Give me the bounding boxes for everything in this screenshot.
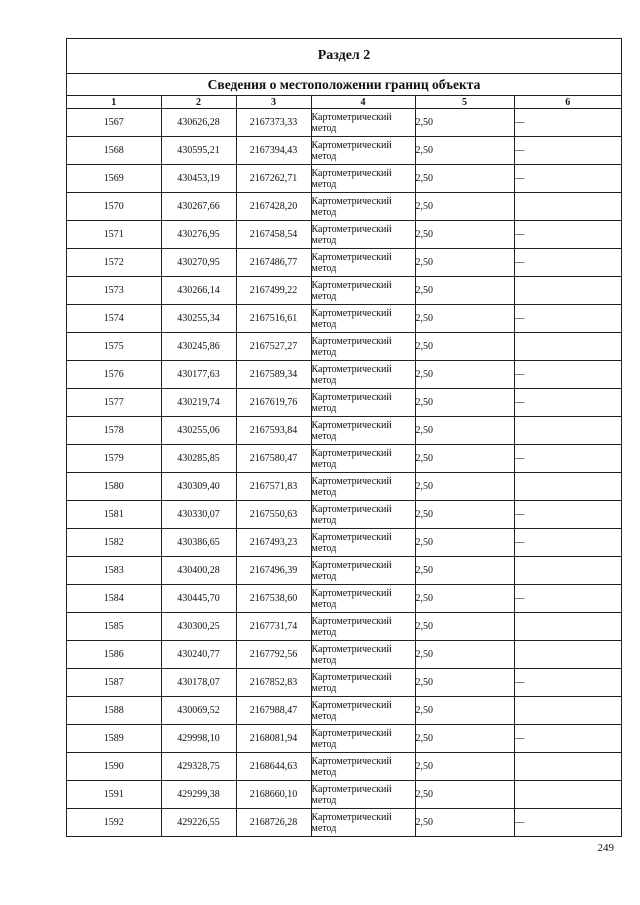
- point-description: [514, 781, 621, 809]
- determination-method: [311, 109, 415, 137]
- mean-square-error: 2,50: [415, 165, 514, 193]
- method-line-2: метод: [311, 626, 337, 638]
- table-row: [67, 529, 621, 557]
- method-line-1: Картометрический: [311, 811, 392, 823]
- coordinate-x: 430270,95: [161, 249, 236, 277]
- coordinate-x: 430330,07: [161, 501, 236, 529]
- point-number: 1573: [67, 277, 161, 305]
- point-description: [514, 249, 621, 277]
- determination-method: [311, 361, 415, 389]
- point-number: 1569: [67, 165, 161, 193]
- method-line-2: метод: [311, 430, 337, 442]
- section-subtitle: Сведения о местоположении границ объекта: [67, 74, 621, 96]
- mean-square-error: 2,50: [415, 809, 514, 837]
- mean-square-error: 2,50: [415, 669, 514, 697]
- method-line-1: Картометрический: [311, 307, 392, 319]
- method-line-2: метод: [311, 514, 337, 526]
- coordinate-y: 2167852,83: [236, 669, 311, 697]
- coordinate-y: 2167550,63: [236, 501, 311, 529]
- point-description: [514, 557, 621, 585]
- column-header: 3: [236, 96, 311, 109]
- point-number: 1592: [67, 809, 161, 837]
- coordinate-x: 429299,38: [161, 781, 236, 809]
- method-line-1: Картометрический: [311, 699, 392, 711]
- point-description-value: —: [514, 145, 525, 156]
- determination-method: [311, 389, 415, 417]
- point-number: 1586: [67, 641, 161, 669]
- determination-method: [311, 333, 415, 361]
- point-description: [514, 529, 621, 557]
- method-line-1: Картометрический: [311, 279, 392, 291]
- point-description: [514, 333, 621, 361]
- coordinate-x: 430178,07: [161, 669, 236, 697]
- determination-method: [311, 249, 415, 277]
- point-description-value: —: [514, 509, 525, 520]
- point-description: [514, 585, 621, 613]
- method-line-2: метод: [311, 822, 337, 834]
- determination-method: [311, 725, 415, 753]
- point-number: 1583: [67, 557, 161, 585]
- mean-square-error: 2,50: [415, 697, 514, 725]
- table-row: [67, 417, 621, 445]
- coordinate-y: 2167792,56: [236, 641, 311, 669]
- coordinate-x: 430255,06: [161, 417, 236, 445]
- method-line-2: метод: [311, 122, 337, 134]
- point-description: [514, 753, 621, 781]
- method-line-1: Картометрический: [311, 363, 392, 375]
- mean-square-error: 2,50: [415, 361, 514, 389]
- method-line-1: Картометрический: [311, 391, 392, 403]
- determination-method: [311, 613, 415, 641]
- point-description-value: —: [514, 593, 525, 604]
- method-line-1: Картометрический: [311, 559, 392, 571]
- method-line-2: метод: [311, 290, 337, 302]
- determination-method: [311, 137, 415, 165]
- coordinate-x: 429998,10: [161, 725, 236, 753]
- point-description: [514, 305, 621, 333]
- method-line-1: Картометрический: [311, 615, 392, 627]
- table-row: [67, 669, 621, 697]
- point-number: 1568: [67, 137, 161, 165]
- method-line-1: Картометрический: [311, 783, 392, 795]
- determination-method: [311, 221, 415, 249]
- point-description: [514, 137, 621, 165]
- method-line-1: Картометрический: [311, 671, 392, 683]
- point-description-value: —: [514, 369, 525, 380]
- point-number: 1589: [67, 725, 161, 753]
- coordinate-x: 430255,34: [161, 305, 236, 333]
- determination-method: [311, 697, 415, 725]
- page-number: 249: [597, 842, 614, 854]
- point-number: 1579: [67, 445, 161, 473]
- point-description-value: —: [514, 537, 525, 548]
- point-description: [514, 417, 621, 445]
- table-row: [67, 557, 621, 585]
- point-number: 1572: [67, 249, 161, 277]
- table-row: [67, 389, 621, 417]
- mean-square-error: 2,50: [415, 725, 514, 753]
- mean-square-error: 2,50: [415, 753, 514, 781]
- point-number: 1570: [67, 193, 161, 221]
- determination-method: [311, 557, 415, 585]
- table-row: [67, 361, 621, 389]
- method-line-2: метод: [311, 682, 337, 694]
- determination-method: [311, 417, 415, 445]
- method-line-2: метод: [311, 234, 337, 246]
- coordinate-x: 430276,95: [161, 221, 236, 249]
- method-line-1: Картометрический: [311, 139, 392, 151]
- table-row: [67, 137, 621, 165]
- method-line-2: метод: [311, 318, 337, 330]
- point-description: [514, 109, 621, 137]
- point-description: [514, 725, 621, 753]
- coordinate-y: 2167394,43: [236, 137, 311, 165]
- point-description: [514, 361, 621, 389]
- point-description-value: —: [514, 817, 525, 828]
- coordinate-y: 2168081,94: [236, 725, 311, 753]
- coordinate-x: 430266,14: [161, 277, 236, 305]
- method-line-2: метод: [311, 710, 337, 722]
- point-description: [514, 641, 621, 669]
- column-header: 2: [161, 96, 236, 109]
- determination-method: [311, 641, 415, 669]
- method-line-2: метод: [311, 794, 337, 806]
- method-line-2: метод: [311, 738, 337, 750]
- method-line-1: Картометрический: [311, 335, 392, 347]
- point-number: 1585: [67, 613, 161, 641]
- coordinate-y: 2167458,54: [236, 221, 311, 249]
- mean-square-error: 2,50: [415, 585, 514, 613]
- column-header: 4: [311, 96, 415, 109]
- table-row: [67, 725, 621, 753]
- table-row: [67, 809, 621, 837]
- point-description: [514, 669, 621, 697]
- table-row: [67, 753, 621, 781]
- point-description: [514, 809, 621, 837]
- method-line-2: метод: [311, 374, 337, 386]
- table-row: [67, 697, 621, 725]
- point-number: 1587: [67, 669, 161, 697]
- mean-square-error: 2,50: [415, 333, 514, 361]
- point-number: 1581: [67, 501, 161, 529]
- table-row: [67, 641, 621, 669]
- coordinate-y: 2167516,61: [236, 305, 311, 333]
- point-description: [514, 277, 621, 305]
- coordinate-x: 429328,75: [161, 753, 236, 781]
- mean-square-error: 2,50: [415, 445, 514, 473]
- method-line-2: метод: [311, 766, 337, 778]
- table-row: [67, 473, 621, 501]
- coordinate-y: 2167619,76: [236, 389, 311, 417]
- coordinate-y: 2167428,20: [236, 193, 311, 221]
- method-line-1: Картометрический: [311, 531, 392, 543]
- method-line-1: Картометрический: [311, 755, 392, 767]
- point-description: [514, 445, 621, 473]
- point-description: [514, 165, 621, 193]
- point-number: 1580: [67, 473, 161, 501]
- coordinate-x: 430219,74: [161, 389, 236, 417]
- point-number: 1584: [67, 585, 161, 613]
- point-description: [514, 613, 621, 641]
- document-frame: [66, 38, 622, 837]
- point-number: 1590: [67, 753, 161, 781]
- determination-method: [311, 585, 415, 613]
- point-number: 1571: [67, 221, 161, 249]
- mean-square-error: 2,50: [415, 781, 514, 809]
- table-row: [67, 277, 621, 305]
- point-description-value: —: [514, 397, 525, 408]
- coordinate-y: 2167593,84: [236, 417, 311, 445]
- coordinate-y: 2167988,47: [236, 697, 311, 725]
- method-line-2: метод: [311, 150, 337, 162]
- mean-square-error: 2,50: [415, 389, 514, 417]
- mean-square-error: 2,50: [415, 137, 514, 165]
- method-line-1: Картометрический: [311, 587, 392, 599]
- coordinate-x: 429226,55: [161, 809, 236, 837]
- table-row: [67, 781, 621, 809]
- mean-square-error: 2,50: [415, 109, 514, 137]
- coordinate-x: 430300,25: [161, 613, 236, 641]
- method-line-2: метод: [311, 178, 337, 190]
- determination-method: [311, 165, 415, 193]
- table-row: [67, 249, 621, 277]
- boundary-coordinates-table: [67, 96, 621, 837]
- section-title: Раздел 2: [67, 39, 621, 74]
- table-header-row: [67, 96, 621, 109]
- coordinate-y: 2167589,34: [236, 361, 311, 389]
- method-line-1: Картометрический: [311, 167, 392, 179]
- table-row: [67, 445, 621, 473]
- determination-method: [311, 193, 415, 221]
- method-line-2: метод: [311, 542, 337, 554]
- method-line-1: Картометрический: [311, 223, 392, 235]
- table-row: [67, 109, 621, 137]
- table-row: [67, 333, 621, 361]
- table-row: [67, 501, 621, 529]
- mean-square-error: 2,50: [415, 557, 514, 585]
- coordinate-x: 430400,28: [161, 557, 236, 585]
- mean-square-error: 2,50: [415, 277, 514, 305]
- method-line-1: Картометрический: [311, 251, 392, 263]
- coordinate-x: 430386,65: [161, 529, 236, 557]
- method-line-1: Картометрический: [311, 503, 392, 515]
- coordinate-x: 430245,86: [161, 333, 236, 361]
- coordinate-y: 2167373,33: [236, 109, 311, 137]
- mean-square-error: 2,50: [415, 529, 514, 557]
- method-line-1: Картометрический: [311, 419, 392, 431]
- point-description-value: —: [514, 257, 525, 268]
- mean-square-error: 2,50: [415, 501, 514, 529]
- coordinate-y: 2167493,23: [236, 529, 311, 557]
- coordinate-y: 2168660,10: [236, 781, 311, 809]
- coordinate-y: 2167571,83: [236, 473, 311, 501]
- determination-method: [311, 669, 415, 697]
- point-description: [514, 697, 621, 725]
- method-line-2: метод: [311, 486, 337, 498]
- point-number: 1575: [67, 333, 161, 361]
- column-header: 5: [415, 96, 514, 109]
- coordinate-x: 430177,63: [161, 361, 236, 389]
- method-line-2: метод: [311, 598, 337, 610]
- determination-method: [311, 753, 415, 781]
- point-description-value: —: [514, 173, 525, 184]
- point-description: [514, 501, 621, 529]
- table-row: [67, 613, 621, 641]
- coordinate-y: 2167499,22: [236, 277, 311, 305]
- point-description-value: —: [514, 677, 525, 688]
- point-number: 1574: [67, 305, 161, 333]
- point-number: 1567: [67, 109, 161, 137]
- mean-square-error: 2,50: [415, 305, 514, 333]
- point-description: [514, 193, 621, 221]
- mean-square-error: 2,50: [415, 641, 514, 669]
- coordinate-y: 2167731,74: [236, 613, 311, 641]
- point-description-value: —: [514, 117, 525, 128]
- coordinate-y: 2167496,39: [236, 557, 311, 585]
- column-header: 6: [514, 96, 621, 109]
- table-row: [67, 305, 621, 333]
- method-line-1: Картометрический: [311, 447, 392, 459]
- point-description-value: —: [514, 313, 525, 324]
- determination-method: [311, 501, 415, 529]
- mean-square-error: 2,50: [415, 613, 514, 641]
- table-row: [67, 193, 621, 221]
- mean-square-error: 2,50: [415, 473, 514, 501]
- determination-method: [311, 809, 415, 837]
- table-row: [67, 585, 621, 613]
- determination-method: [311, 781, 415, 809]
- point-description: [514, 473, 621, 501]
- point-number: 1576: [67, 361, 161, 389]
- coordinate-x: 430240,77: [161, 641, 236, 669]
- method-line-1: Картометрический: [311, 195, 392, 207]
- method-line-1: Картометрический: [311, 475, 392, 487]
- point-description: [514, 221, 621, 249]
- table-row: [67, 221, 621, 249]
- table-row: [67, 165, 621, 193]
- coordinate-x: 430285,85: [161, 445, 236, 473]
- coordinate-x: 430309,40: [161, 473, 236, 501]
- point-number: 1578: [67, 417, 161, 445]
- point-description-value: —: [514, 733, 525, 744]
- point-number: 1582: [67, 529, 161, 557]
- determination-method: [311, 529, 415, 557]
- determination-method: [311, 445, 415, 473]
- mean-square-error: 2,50: [415, 221, 514, 249]
- coordinate-x: 430267,66: [161, 193, 236, 221]
- point-description-value: —: [514, 453, 525, 464]
- point-number: 1588: [67, 697, 161, 725]
- column-header: 1: [67, 96, 161, 109]
- coordinate-y: 2167262,71: [236, 165, 311, 193]
- coordinate-x: 430445,70: [161, 585, 236, 613]
- coordinate-x: 430626,28: [161, 109, 236, 137]
- point-number: 1577: [67, 389, 161, 417]
- determination-method: [311, 305, 415, 333]
- point-description: [514, 389, 621, 417]
- point-number: 1591: [67, 781, 161, 809]
- method-line-1: Картометрический: [311, 111, 392, 123]
- mean-square-error: 2,50: [415, 249, 514, 277]
- coordinate-y: 2168644,63: [236, 753, 311, 781]
- method-line-2: метод: [311, 346, 337, 358]
- method-line-2: метод: [311, 402, 337, 414]
- method-line-2: метод: [311, 570, 337, 582]
- coordinate-y: 2167538,60: [236, 585, 311, 613]
- coordinate-y: 2167527,27: [236, 333, 311, 361]
- determination-method: [311, 473, 415, 501]
- coordinate-x: 430453,19: [161, 165, 236, 193]
- coordinate-x: 430595,21: [161, 137, 236, 165]
- method-line-2: метод: [311, 206, 337, 218]
- method-line-1: Картометрический: [311, 643, 392, 655]
- coordinate-x: 430069,52: [161, 697, 236, 725]
- coordinate-y: 2167486,77: [236, 249, 311, 277]
- mean-square-error: 2,50: [415, 193, 514, 221]
- method-line-2: метод: [311, 458, 337, 470]
- coordinate-y: 2167580,47: [236, 445, 311, 473]
- method-line-2: метод: [311, 262, 337, 274]
- method-line-1: Картометрический: [311, 727, 392, 739]
- point-description-value: —: [514, 229, 525, 240]
- determination-method: [311, 277, 415, 305]
- mean-square-error: 2,50: [415, 417, 514, 445]
- method-line-2: метод: [311, 654, 337, 666]
- coordinate-y: 2168726,28: [236, 809, 311, 837]
